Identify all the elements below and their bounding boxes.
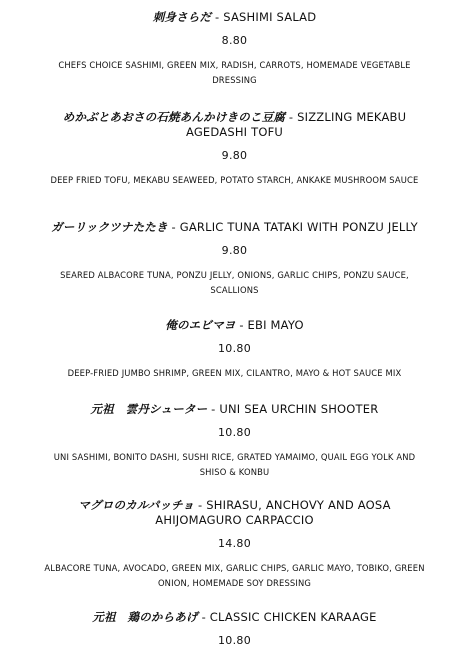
item-price: 9.80 (221, 149, 248, 162)
menu-item-uni-shooter (0, 402, 469, 480)
item-price: 8.80 (221, 34, 248, 47)
item-description: CHEFS CHOICE SASHIMI, GREEN MIX, RADISH, CARROTS, HOMEMADE VEGETABLE DRESSING (58, 60, 411, 85)
item-description: UNI SASHIMI, BONITO DASHI, SUSHI RICE, GRATED YAMAIMO, QUAIL EGG YOLK AND SHISO & KONBU (53, 452, 416, 477)
menu-item-mekabu-tofu (0, 110, 469, 188)
item-title-jp: マグロのカルパッチョ (78, 498, 195, 512)
item-price: 10.80 (218, 634, 251, 647)
item-title-jp: ガーリックツナたたき (51, 220, 168, 234)
item-title (0, 110, 469, 140)
item-title-en: - CLASSIC CHICKEN KARAAGE (197, 610, 377, 624)
item-title-jp: 元祖 鶏のからあげ (92, 610, 198, 624)
item-title-en: - UNI SEA URCHIN SHOOTER (207, 402, 379, 416)
item-title-en: - EBI MAYO (235, 318, 304, 332)
item-description: ALBACORE TUNA, AVOCADO, GREEN MIX, GARLIC CHIPS, GARLIC MAYO, TOBIKO, GREEN ONION, HOMEMADE SOY DRESSING (44, 563, 425, 588)
menu-item-sashimi-salad (0, 10, 469, 88)
item-title-en: - SHIRASU, ANCHOVY AND AOSA AHIJOMAGURO CARPACCIO (155, 498, 391, 527)
item-title (0, 318, 469, 333)
item-title (0, 402, 469, 417)
item-description: DEEP-FRIED JUMBO SHRIMP, GREEN MIX, CILANTRO, MAYO & HOT SAUCE MIX (67, 368, 402, 378)
item-title-jp: 俺のエビマヨ (165, 318, 236, 332)
item-title-en: - GARLIC TUNA TATAKI WITH PONZU JELLY (167, 220, 418, 234)
item-title (0, 220, 469, 235)
menu-item-ebi-mayo (0, 318, 469, 381)
item-title (0, 10, 469, 25)
menu-item-carpaccio (0, 498, 469, 591)
item-title-jp: 元祖 雲丹シューター (90, 402, 208, 416)
item-title (0, 498, 469, 528)
item-description: SEARED ALBACORE TUNA, PONZU JELLY, ONIONS, GARLIC CHIPS, PONZU SAUCE, SCALLIONS (60, 270, 409, 295)
item-title-jp: めかぶとあおさの石焼あんかけきのこ豆腐 (62, 110, 286, 124)
item-price: 14.80 (218, 537, 251, 550)
item-title-jp: 刺身さらだ (152, 10, 212, 24)
item-price: 9.80 (221, 244, 248, 257)
item-price: 10.80 (218, 342, 251, 355)
item-price: 10.80 (218, 426, 251, 439)
menu-item-chicken-karaage (0, 610, 469, 648)
item-title (0, 610, 469, 625)
item-title-en: - SASHIMI SALAD (211, 10, 317, 24)
item-description: DEEP FRIED TOFU, MEKABU SEAWEED, POTATO STARCH, ANKAKE MUSHROOM SAUCE (50, 175, 419, 185)
menu-item-garlic-tuna (0, 220, 469, 298)
item-title-en: - SIZZLING MEKABU AGEDASHI TOFU (185, 110, 407, 139)
